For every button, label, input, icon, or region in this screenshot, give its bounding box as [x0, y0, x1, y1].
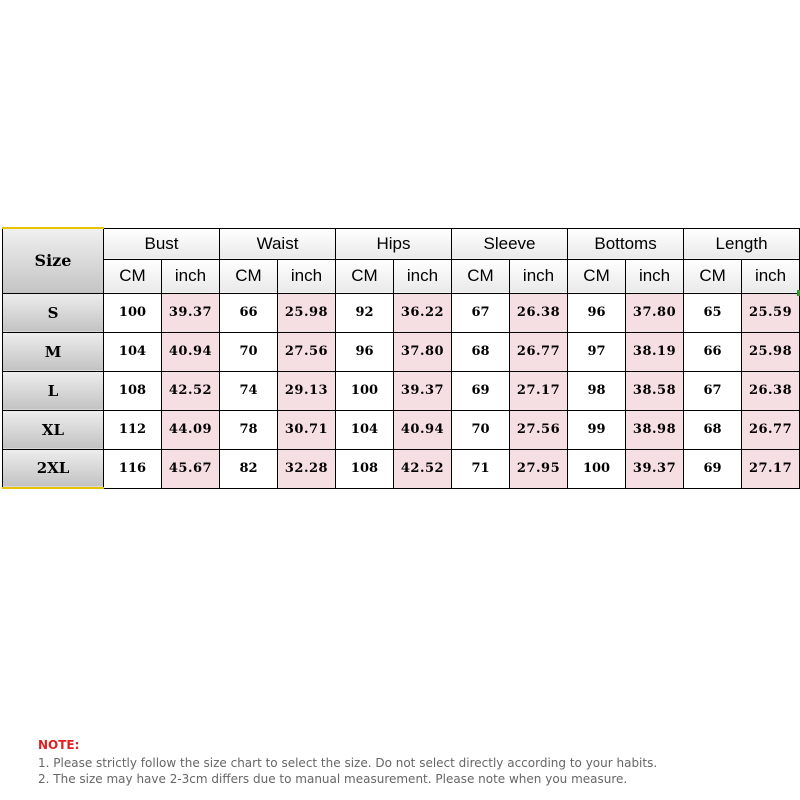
- cm-value: 67: [452, 293, 510, 332]
- cm-value: 112: [104, 410, 162, 449]
- cm-value: 68: [684, 410, 742, 449]
- note-line-2: 2. The size may have 2-3cm differs due to manual measurement. Please note when you measure.: [38, 772, 628, 786]
- cm-value: 96: [568, 293, 626, 332]
- inch-value: 40.94: [162, 332, 220, 371]
- inch-value: 38.19: [626, 332, 684, 371]
- unit-inch-header: inch: [742, 259, 800, 293]
- cm-value: 66: [220, 293, 278, 332]
- unit-cm-header: CM: [568, 259, 626, 293]
- inch-value: 40.94: [394, 410, 452, 449]
- inch-value: 27.95: [510, 449, 568, 488]
- cm-value: 69: [452, 371, 510, 410]
- unit-cm-header: CM: [452, 259, 510, 293]
- measure-header-length: Length: [684, 228, 800, 259]
- cm-value: 100: [568, 449, 626, 488]
- cm-value: 100: [104, 293, 162, 332]
- cm-value: 82: [220, 449, 278, 488]
- note-line-1: 1. Please strictly follow the size chart to select the size. Do not select directly according to your habits.: [38, 756, 658, 770]
- note-block: [38, 738, 657, 787]
- cm-value: 96: [336, 332, 394, 371]
- inch-value: 37.80: [394, 332, 452, 371]
- cm-value: 104: [104, 332, 162, 371]
- inch-value: 26.77: [510, 332, 568, 371]
- inch-value: 27.17: [510, 371, 568, 410]
- note-title: NOTE:: [38, 738, 80, 752]
- measure-header-hips: Hips: [336, 228, 452, 259]
- inch-value: 45.67: [162, 449, 220, 488]
- inch-value: 42.52: [162, 371, 220, 410]
- unit-cm-header: CM: [684, 259, 742, 293]
- cm-value: 65: [684, 293, 742, 332]
- size-header: Size: [3, 228, 104, 293]
- unit-cm-header: CM: [336, 259, 394, 293]
- inch-value: 25.98: [278, 293, 336, 332]
- cm-value: 66: [684, 332, 742, 371]
- table-row: [3, 410, 800, 449]
- cm-value: 99: [568, 410, 626, 449]
- inch-value: 25.98: [742, 332, 800, 371]
- inch-value: 39.37: [626, 449, 684, 488]
- measure-header-bust: Bust: [104, 228, 220, 259]
- inch-value: 39.37: [162, 293, 220, 332]
- table-row: [3, 332, 800, 371]
- size-label: M: [3, 332, 104, 371]
- cm-value: 70: [220, 332, 278, 371]
- cm-value: 108: [104, 371, 162, 410]
- size-label: L: [3, 371, 104, 410]
- unit-inch-header: inch: [162, 259, 220, 293]
- inch-value: 37.80: [626, 293, 684, 332]
- size-label: XL: [3, 410, 104, 449]
- inch-value: 26.77: [742, 410, 800, 449]
- unit-inch-header: inch: [626, 259, 684, 293]
- inch-value: 27.17: [742, 449, 800, 488]
- inch-value: 39.37: [394, 371, 452, 410]
- cm-value: 67: [684, 371, 742, 410]
- unit-cm-header: CM: [220, 259, 278, 293]
- size-label: 2XL: [3, 449, 104, 488]
- inch-value: 44.09: [162, 410, 220, 449]
- inch-value: 27.56: [510, 410, 568, 449]
- measure-header-waist: Waist: [220, 228, 336, 259]
- cm-value: 97: [568, 332, 626, 371]
- table-row: [3, 293, 800, 332]
- cm-value: 92: [336, 293, 394, 332]
- measure-header-sleeve: Sleeve: [452, 228, 568, 259]
- size-chart-table: [2, 227, 800, 489]
- cm-value: 69: [684, 449, 742, 488]
- inch-value: 26.38: [742, 371, 800, 410]
- inch-value: 29.13: [278, 371, 336, 410]
- unit-inch-header: inch: [510, 259, 568, 293]
- cm-value: 74: [220, 371, 278, 410]
- inch-value: 36.22: [394, 293, 452, 332]
- inch-value: 32.28: [278, 449, 336, 488]
- cm-value: 70: [452, 410, 510, 449]
- cm-value: 71: [452, 449, 510, 488]
- inch-value: 25.59: [742, 293, 800, 332]
- unit-inch-header: inch: [394, 259, 452, 293]
- cm-value: 116: [104, 449, 162, 488]
- inch-value: 42.52: [394, 449, 452, 488]
- inch-value: 27.56: [278, 332, 336, 371]
- cm-value: 100: [336, 371, 394, 410]
- inch-value: 26.38: [510, 293, 568, 332]
- cm-value: 78: [220, 410, 278, 449]
- unit-inch-header: inch: [278, 259, 336, 293]
- cm-value: 108: [336, 449, 394, 488]
- inch-value: 38.98: [626, 410, 684, 449]
- table-row: [3, 371, 800, 410]
- inch-value: 38.58: [626, 371, 684, 410]
- size-label: S: [3, 293, 104, 332]
- measure-header-bottoms: Bottoms: [568, 228, 684, 259]
- cm-value: 104: [336, 410, 394, 449]
- inch-value: 30.71: [278, 410, 336, 449]
- cm-value: 98: [568, 371, 626, 410]
- cm-value: 68: [452, 332, 510, 371]
- table-row: [3, 449, 800, 488]
- unit-cm-header: CM: [104, 259, 162, 293]
